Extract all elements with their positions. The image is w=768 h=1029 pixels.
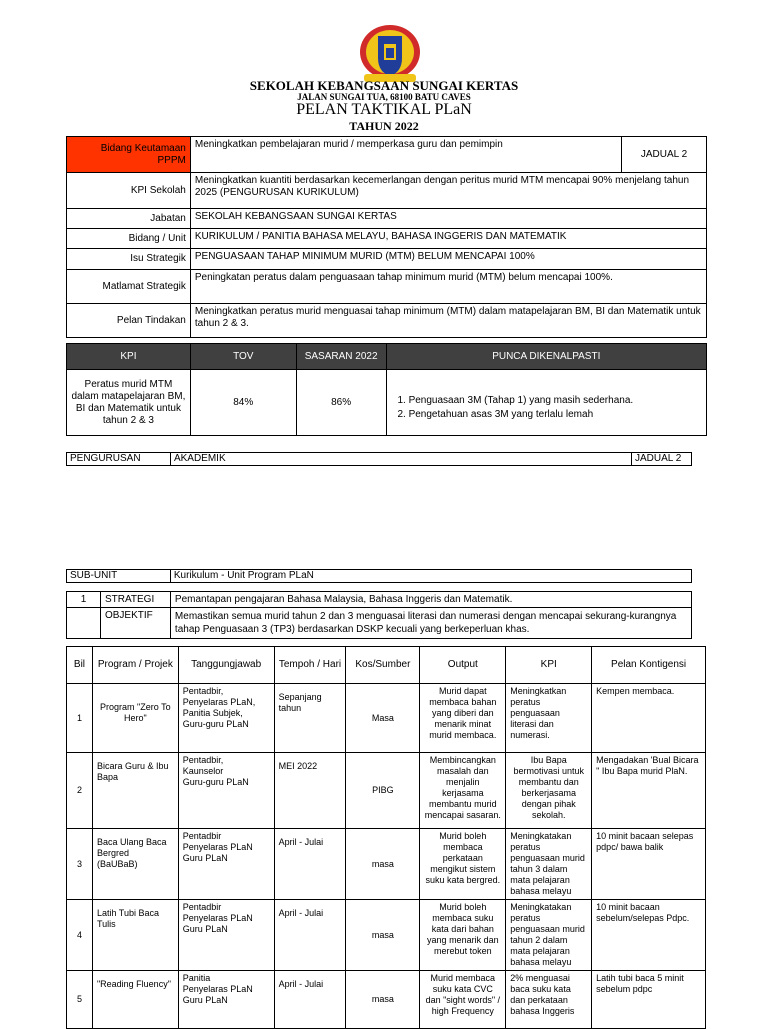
plan-year: TAHUN 2022 — [349, 119, 419, 133]
row-kontigensi: Mengadakan 'Bual Bicara " Ibu Bapa murid PlaN. — [592, 753, 706, 829]
row-tempoh: April - Julai — [274, 829, 346, 900]
pengurusan-jadual: JADUAL 2 — [632, 453, 692, 466]
jadual-label: JADUAL 2 — [622, 137, 707, 173]
sasaran-header: SASARAN 2022 — [296, 344, 386, 370]
objektif-label: OBJEKTIF — [100, 608, 170, 639]
row-kontigensi: 10 minit bacaan sebelum/selepas Pdpc. — [592, 900, 706, 971]
row-output: Murid boleh membaca suku kata dari bahan yang menarik dan merebut token — [420, 900, 506, 971]
row-tempoh: April - Julai — [274, 900, 346, 971]
punca-item: 2. Pengetahuan asas 3M yang terlalu lemah — [409, 409, 702, 421]
program-table — [66, 646, 706, 1029]
school-name: SEKOLAH KEBANGSAAN SUNGAI KERTAS — [249, 78, 519, 93]
row-bil: 3 — [67, 829, 93, 900]
tov-value: 84% — [190, 370, 296, 436]
row-bil: 2 — [67, 753, 93, 829]
row-tanggungjawab: Pentadbir, Penyelaras PLaN, Panitia Subjek, Guru-guru PLaN — [178, 684, 274, 753]
row-tempoh: Sepanjang tahun — [274, 684, 346, 753]
pelan-tindakan-value: Meningkatkan peratus murid menguasai tahap minimum (MTM) dalam matapelajaran BM, BI dan Matematik untuk tahun 2 & 3. — [190, 304, 706, 338]
kpi-header: KPI — [67, 344, 191, 370]
row-tanggungjawab: Panitia Penyelaras PLaN Guru PLaN — [178, 971, 274, 1029]
row-kontigensi: Kempen membaca. — [592, 684, 706, 753]
matlamat-value: Peningkatan peratus dalam penguasaan tahap minimum murid (MTM) belum mencapai 100%. — [190, 270, 706, 304]
row-output: Murid boleh membaca perkataan mengikut sistem suku kata bergred. — [420, 829, 506, 900]
table-row — [67, 753, 706, 829]
punca-list-cell — [386, 370, 706, 436]
table-row — [67, 829, 706, 900]
row-tanggungjawab: Pentadbir Penyelaras PLaN Guru PLaN — [178, 829, 274, 900]
kpi-sekolah-label: KPI Sekolah — [67, 173, 191, 209]
row-program: "Reading Fluency" — [92, 971, 178, 1029]
kpi-table — [66, 343, 707, 436]
row-tempoh: April - Julai — [274, 971, 346, 1029]
bidang-label: Bidang Keutamaan PPPM — [67, 137, 191, 173]
row-bil: 1 — [67, 684, 93, 753]
info-table — [66, 136, 707, 338]
row-kos: masa — [346, 900, 420, 971]
school-crest-logo — [356, 22, 424, 86]
col-output: Output — [420, 647, 506, 684]
row-kos: masa — [346, 829, 420, 900]
table-row — [67, 684, 706, 753]
kpi-sekolah-value: Meningkatkan kuantiti berdasarkan kecemerlangan dengan peritus murid MTM mencapai 90% menjelang tahun 2025 (PENGURUSAN KURIKULUM) — [190, 173, 706, 209]
objektif-empty-cell — [67, 608, 101, 639]
objektif-value: Memastikan semua murid tahun 2 dan 3 menguasai literasi dan numerasi dengan mencapai sekurang-kurangnya tahap Penguasaan 3 (TP3) berdasarkan DSKP kecuali yang berkeperluan khas. — [170, 608, 691, 639]
pengurusan-value: AKADEMIK — [170, 453, 631, 466]
row-kpi: 2% menguasai baca suku kata dan perkataan bahasa Inggeris — [506, 971, 592, 1029]
row-program: Bicara Guru & Ibu Bapa — [92, 753, 178, 829]
row-bil: 4 — [67, 900, 93, 971]
row-kos: PIBG — [346, 753, 420, 829]
row-output: Murid membaca suku kata CVC dan "sight words" / high Frequency — [420, 971, 506, 1029]
pelan-tindakan-label: Pelan Tindakan — [67, 304, 191, 338]
row-output: Murid dapat membaca bahan yang diberi dan menarik minat murid membaca. — [420, 684, 506, 753]
row-program: Baca Ulang Baca Bergred (BaUBaB) — [92, 829, 178, 900]
subunit-label: SUB-UNIT — [67, 570, 171, 583]
pengurusan-table — [66, 452, 692, 466]
subunit-table — [66, 569, 692, 583]
kpi-value: Peratus murid MTM dalam matapelajaran BM, BI dan Matematik untuk tahun 2 & 3 — [67, 370, 191, 436]
col-bil: Bil — [67, 647, 93, 684]
row-kos: masa — [346, 971, 420, 1029]
subunit-value: Kurikulum - Unit Program PLaN — [170, 570, 691, 583]
row-kpi: Meningkatakan peratus penguasaan murid tahun 3 dalam mata pelajaran bahasa melayu — [506, 829, 592, 900]
row-kontigensi: 10 minit bacaan selepas pdpc/ bawa balik — [592, 829, 706, 900]
table-row — [67, 900, 706, 971]
strategi-label: STRATEGI — [100, 592, 170, 608]
col-tanggungjawab: Tanggungjawab — [178, 647, 274, 684]
row-program: Program "Zero To Hero" — [92, 684, 178, 753]
isu-strategik-value: PENGUASAAN TAHAP MINIMUM MURID (MTM) BELUM MENCAPAI 100% — [190, 249, 706, 270]
row-bil: 5 — [67, 971, 93, 1029]
row-kpi: Ibu Bapa bermotivasi untuk membantu dan berkerjasama dengan pihak sekolah. — [506, 753, 592, 829]
matlamat-label: Matlamat Strategik — [67, 270, 191, 304]
jabatan-label: Jabatan — [67, 209, 191, 229]
row-kontigensi: Latih tubi baca 5 minit sebelum pdpc — [592, 971, 706, 1029]
punca-item: 1. Penguasaan 3M (Tahap 1) yang masih sederhana. — [409, 395, 702, 407]
jabatan-value: SEKOLAH KEBANGSAAN SUNGAI KERTAS — [190, 209, 706, 229]
tov-header: TOV — [190, 344, 296, 370]
col-program: Program / Projek — [92, 647, 178, 684]
strategi-number: 1 — [67, 592, 101, 608]
strategi-value: Pemantapan pengajaran Bahasa Malaysia, Bahasa Inggeris dan Matematik. — [170, 592, 691, 608]
row-kpi: Meningkatakan peratus penguasaan murid tahun 2 dalam mata pelajaran bahasa melayu — [506, 900, 592, 971]
strategi-table — [66, 591, 692, 639]
row-program: Latih Tubi Baca Tulis — [92, 900, 178, 971]
page-title: PELAN TAKTIKAL PLaN — [296, 101, 472, 118]
bidang-unit-value: KURIKULUM / PANITIA BAHASA MELAYU, BAHASA INGGERIS DAN MATEMATIK — [190, 229, 706, 249]
bidang-value: Meningkatkan pembelajaran murid / memperkasa guru dan pemimpin — [190, 137, 621, 173]
col-kontigensi: Pelan Kontigensi — [592, 647, 706, 684]
col-kos: Kos/Sumber — [346, 647, 420, 684]
row-tempoh: MEI 2022 — [274, 753, 346, 829]
row-kos: Masa — [346, 684, 420, 753]
row-tanggungjawab: Pentadbir, Kaunselor Guru-guru PLaN — [178, 753, 274, 829]
punca-header: PUNCA DIKENALPASTI — [386, 344, 706, 370]
col-tempoh: Tempoh / Hari — [274, 647, 346, 684]
pengurusan-label: PENGURUSAN — [67, 453, 171, 466]
row-tanggungjawab: Pentadbir Penyelaras PLaN Guru PLaN — [178, 900, 274, 971]
bidang-unit-label: Bidang / Unit — [67, 229, 191, 249]
school-address: JALAN SUNGAI TUA, 68100 BATU CAVES — [297, 92, 471, 102]
table-row — [67, 971, 706, 1029]
col-kpi: KPI — [506, 647, 592, 684]
isu-strategik-label: Isu Strategik — [67, 249, 191, 270]
row-kpi: Meningkatkan peratus penguasaan literasi dan numerasi. — [506, 684, 592, 753]
row-output: Membincangkan masalah dan menjalin kerjasama membantu murid mencapai sasaran. — [420, 753, 506, 829]
sasaran-value: 86% — [296, 370, 386, 436]
